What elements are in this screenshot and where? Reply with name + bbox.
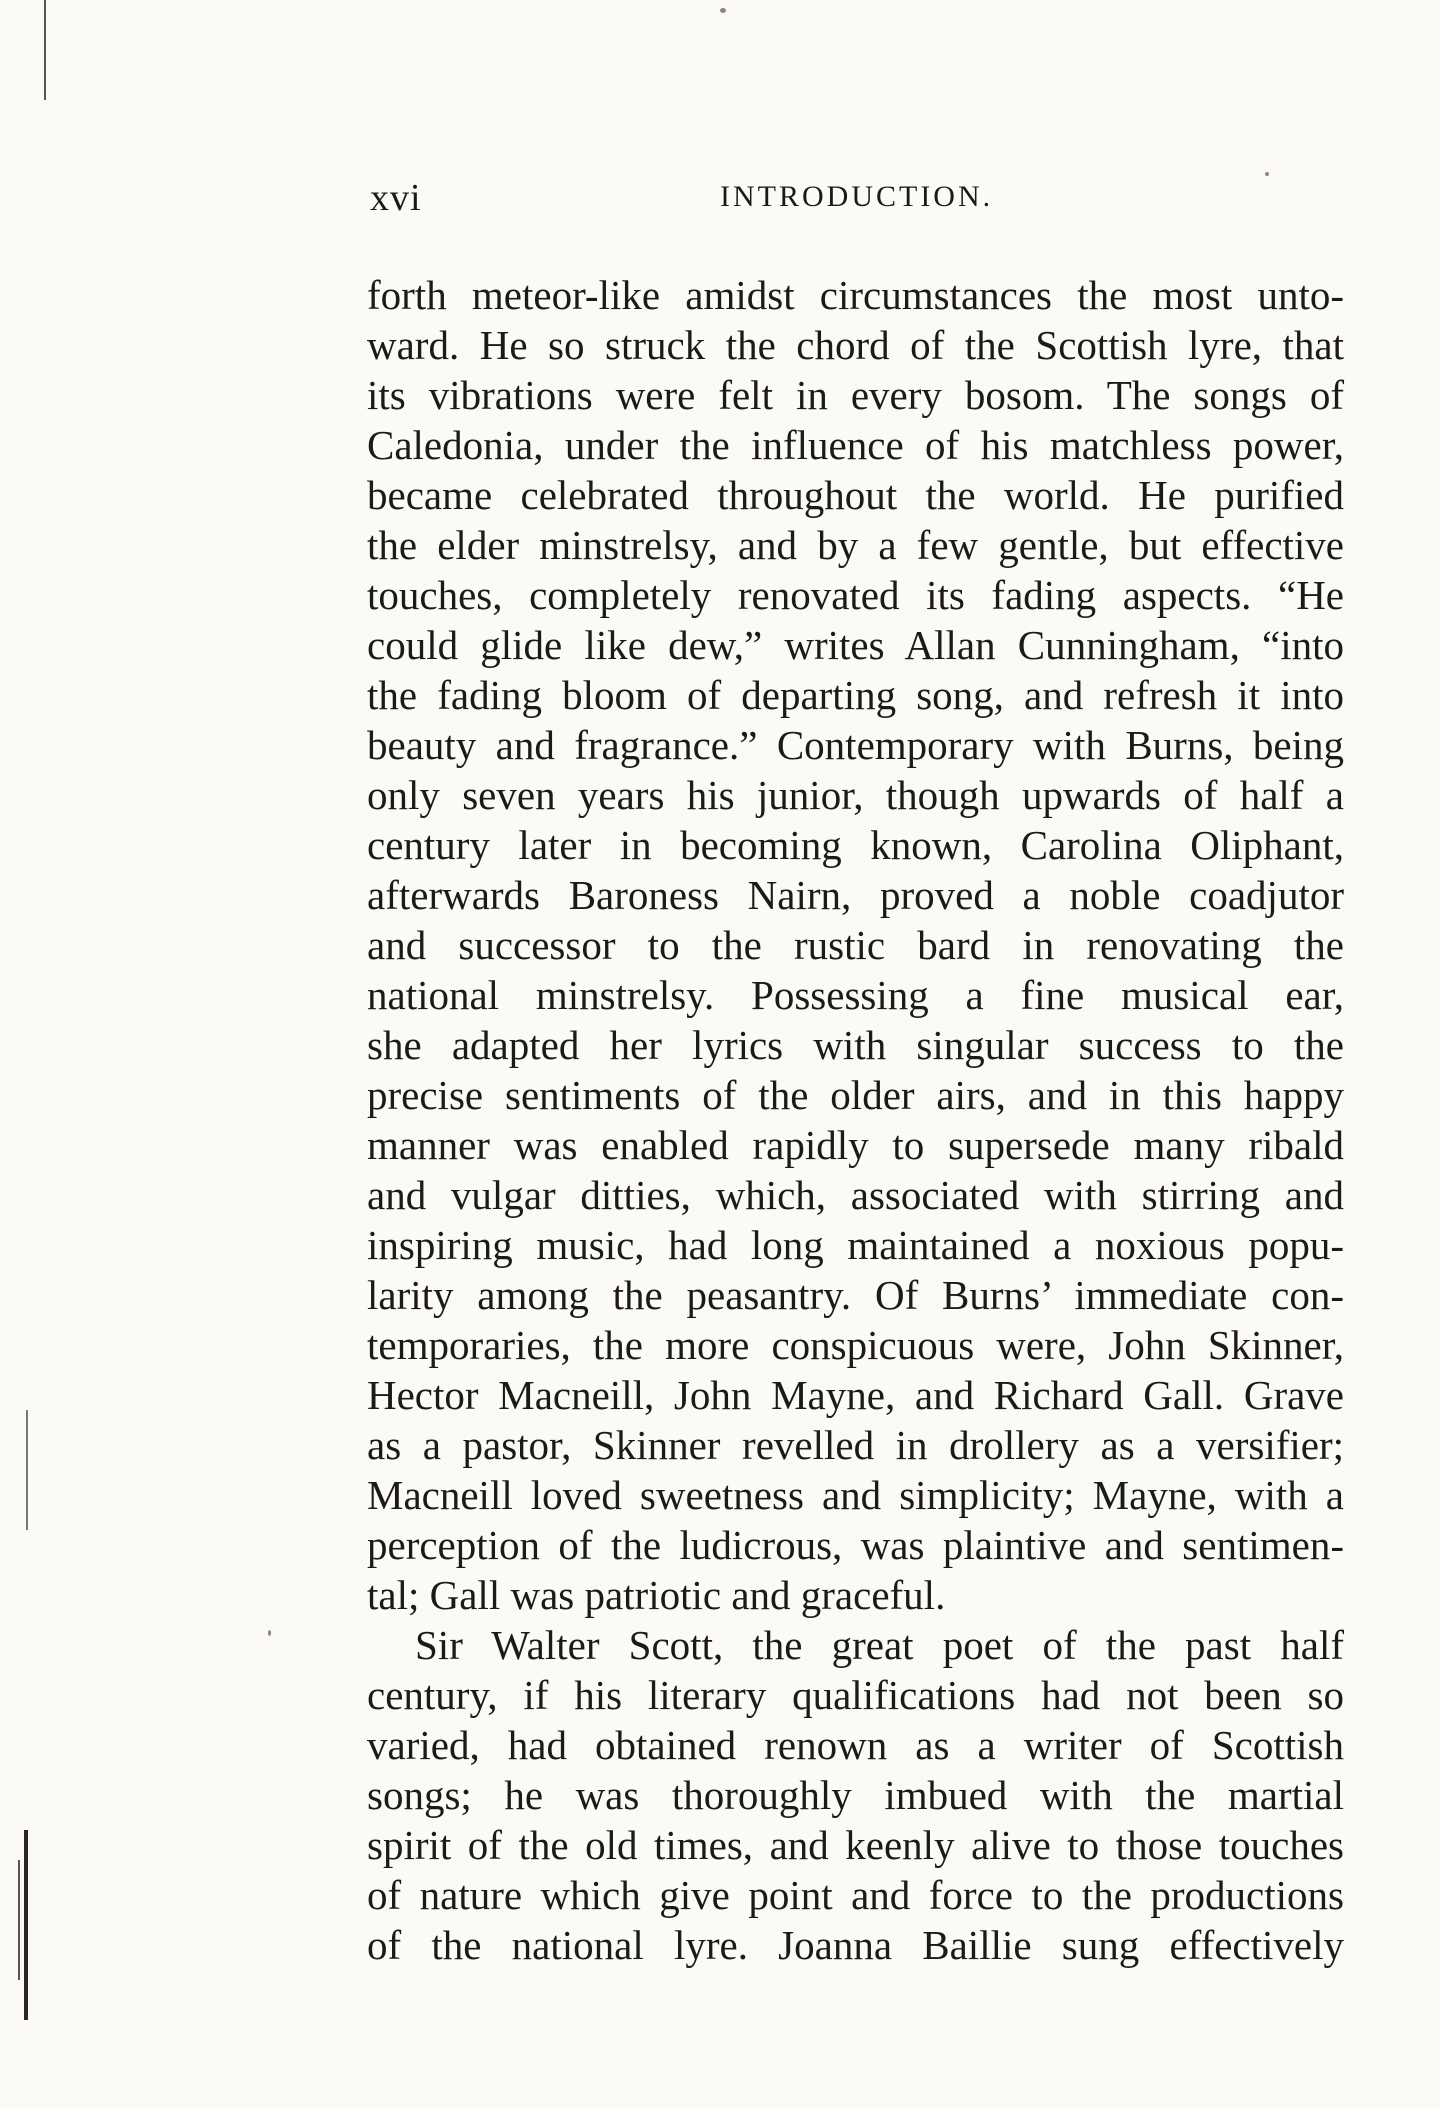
binding-edge-mark-lower: [24, 1830, 28, 2020]
text-line: its vibrations were felt in every bosom. The songs of: [367, 372, 1344, 418]
text-line: national minstrelsy. Possessing a fine musical ear,: [367, 972, 1344, 1018]
text-line: forth meteor-like amidst circumstances the most unto-: [367, 272, 1344, 318]
text-line: perception of the ludicrous, was plaintive and sentimen-: [367, 1522, 1344, 1568]
text-line: larity among the peasantry. Of Burns’ immediate con-: [367, 1272, 1344, 1318]
text-line: Hector Macneill, John Mayne, and Richard Gall. Grave: [367, 1372, 1344, 1418]
text-line: manner was enabled rapidly to supersede many ribald: [367, 1122, 1344, 1168]
text-line: as a pastor, Skinner revelled in drollery as a versifier;: [367, 1422, 1344, 1468]
text-line: and successor to the rustic bard in renovating the: [367, 922, 1344, 968]
binding-edge-mark-middle: [26, 1410, 28, 1530]
text-line: ward. He so struck the chord of the Scottish lyre, that: [367, 322, 1344, 368]
text-line: could glide like dew,” writes Allan Cunningham, “into: [367, 622, 1344, 668]
text-line: afterwards Baroness Nairn, proved a noble coadjutor: [367, 872, 1344, 918]
text-line: the fading bloom of departing song, and refresh it into: [367, 672, 1344, 718]
text-line: of nature which give point and force to the productions: [367, 1872, 1344, 1918]
paper-speck: [268, 1630, 271, 1636]
binding-edge-mark-top: [44, 0, 46, 100]
paper-speck: [720, 8, 726, 13]
text-line: inspiring music, had long maintained a noxious popu-: [367, 1222, 1344, 1268]
paper-speck: [1265, 172, 1269, 176]
text-line: spirit of the old times, and keenly alive to those touches: [367, 1822, 1344, 1868]
text-line: became celebrated throughout the world. He purified: [367, 472, 1344, 518]
text-line: and vulgar ditties, which, associated with stirring and: [367, 1172, 1344, 1218]
text-line: touches, completely renovated its fading aspects. “He: [367, 572, 1344, 618]
running-head: INTRODUCTION.: [720, 180, 994, 213]
text-line: only seven years his junior, though upwards of half a: [367, 772, 1344, 818]
page-number: xvi: [370, 177, 422, 219]
paragraph-first-line: Sir Walter Scott, the great poet of the past half: [415, 1622, 1344, 1668]
text-line: of the national lyre. Joanna Baillie sung effectively: [367, 1922, 1344, 1968]
text-line: century later in becoming known, Carolina Oliphant,: [367, 822, 1344, 868]
text-line: tal; Gall was patriotic and graceful.: [367, 1572, 946, 1618]
text-line: she adapted her lyrics with singular success to the: [367, 1022, 1344, 1068]
text-line: century, if his literary qualifications had not been so: [367, 1672, 1344, 1718]
text-line: Macneill loved sweetness and simplicity; Mayne, with a: [367, 1472, 1344, 1518]
text-line: songs; he was thoroughly imbued with the martial: [367, 1772, 1344, 1818]
binding-edge-mark-lower-thin: [18, 1860, 20, 1980]
text-line: precise sentiments of the older airs, and in this happy: [367, 1072, 1344, 1118]
text-line: the elder minstrelsy, and by a few gentle, but effective: [367, 522, 1344, 568]
text-line: Caledonia, under the influence of his matchless power,: [367, 422, 1344, 468]
text-line: varied, had obtained renown as a writer of Scottish: [367, 1722, 1344, 1768]
text-line: beauty and fragrance.” Contemporary with Burns, being: [367, 722, 1344, 768]
text-line: temporaries, the more conspicuous were, John Skinner,: [367, 1322, 1344, 1368]
